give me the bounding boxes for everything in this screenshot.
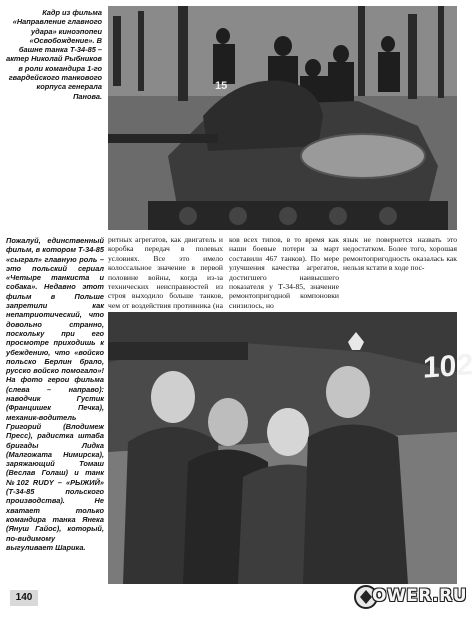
tank-hull-number: 102 (423, 348, 473, 385)
body-text-column-1: ритных агрегатов, как двигатель и коробка передач в полевых условиях. Все это имело колоссальное значение в первой половине войны, когда из-за технических неисправностей из строя выходило больше танков, чем от воздействия противника (на (108, 235, 223, 310)
watermark-text: OWER.RU (372, 586, 468, 606)
page-number: 140 (10, 590, 38, 606)
body-text-column-3: язык не повернется назвать это недостатком. Более того, хорошая ремонтопригодность оказалась как нельзя кстати в ходе пос- (343, 235, 457, 273)
photo-four-tankmen-cast (108, 312, 473, 584)
photo-tank-t34-85-film-still (108, 6, 457, 230)
photo-tank-illustration (108, 6, 457, 230)
caption-top-text: Кадр из фильма «Направление главного удара» киноэпопеи «Освобождение». В башне танка Т-34-85 – актер Николай Рыбников в роли командира 1-го гвардейского танкового корпуса генерала Панова. (6, 8, 102, 101)
turret-number: 15 (215, 80, 228, 92)
caption-bottom-text: Пожалуй, единственный фильм, в котором Т-34-85 «сыграл» главную роль – это польский сериал «Четыре танкиста и собака». Недавно этот фильм в Польше запретили как непатриотический, что довольно странно, поскольку при его просмотре приходишь к убеждению, что «войско польско Берлин брало, русско войско помогало»! На фото герои фильма (слева – направо): наводчик Густик (Францишек Печка), механик-водитель Григорий (Влодимеж Пресс), радистка штаба бригады Лидка (Малгожата Нимирска), заряжающий Томаш (Веслав Голаш) и танк №102 RUDY – «РЫЖИЙ» (Т-34-85 польского производства). Не хватает только командира танка Янека (Януш Гайос), который, по-видимому выгуливает Шарика. (6, 236, 104, 552)
photo-cast-illustration (108, 312, 457, 584)
body-text-column-2: ков всех типов, в то время как наши боевые потери за март составили 467 танков). По мере улучшения качества агрегатов, достигшего наивысшего показателя у Т-34-85, значение ремонтопригодной компоновки снизилось, но (229, 235, 339, 310)
caption-bottom-photo (6, 236, 104, 552)
caption-top-photo (6, 8, 102, 101)
